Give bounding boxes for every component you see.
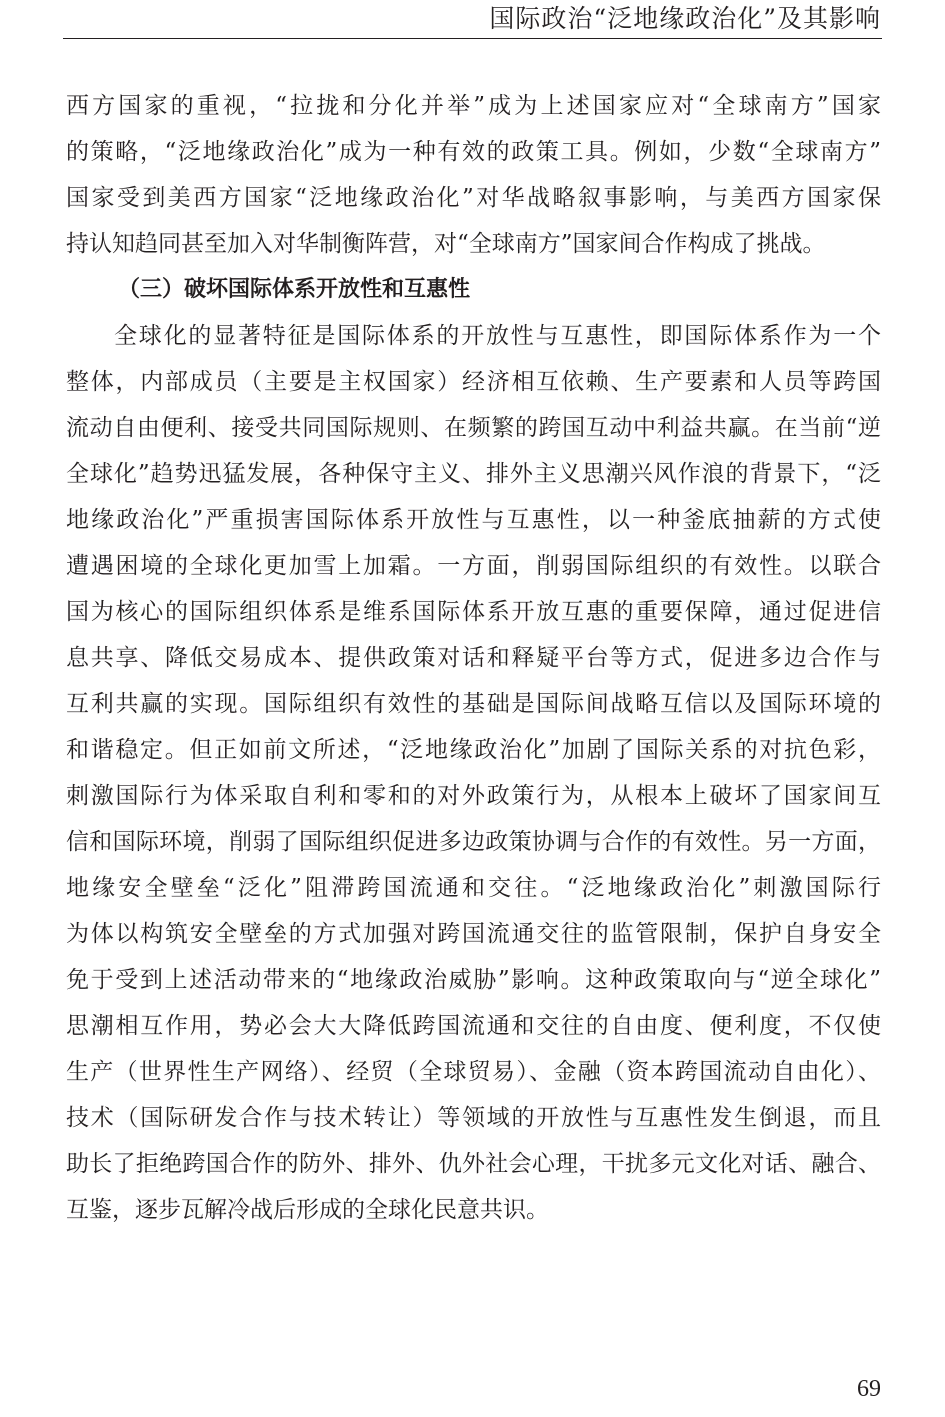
running-header-title: 国际政治“泛地缘政治化”及其影响 <box>489 4 881 33</box>
text-line: 生产（世界性生产网络）、经贸（全球贸易）、金融（资本跨国流动自由化）、 <box>66 1059 881 1085</box>
text-line: 地缘政治化”严重损害国际体系开放性与互惠性，以一种釜底抽薪的方式使 <box>66 507 881 533</box>
page-number: 69 <box>857 1376 881 1402</box>
text-line: 持认知趋同甚至加入对华制衡阵营，对“全球南方”国家间合作构成了挑战。 <box>66 231 826 257</box>
text-line: 信和国际环境，削弱了国际组织促进多边政策协调与合作的有效性。另一方面， <box>66 829 881 855</box>
text-line: 全球化”趋势迅猛发展，各种保守主义、排外主义思潮兴风作浪的背景下，“泛 <box>66 461 881 487</box>
header-rule <box>63 38 882 39</box>
text-line: 全球化的显著特征是国际体系的开放性与互惠性，即国际体系作为一个 <box>114 323 881 349</box>
text-line: 地缘安全壁垒“泛化”阻滞跨国流通和交往。“泛地缘政治化”刺激国际行 <box>66 875 881 901</box>
text-line: 流动自由便利、接受共同国际规则、在频繁的跨国互动中利益共赢。在当前“逆 <box>66 415 881 441</box>
text-line: 刺激国际行为体采取自利和零和的对外政策行为，从根本上破坏了国家间互 <box>66 783 881 809</box>
text-line: 国家受到美西方国家“泛地缘政治化”对华战略叙事影响，与美西方国家保 <box>66 185 881 211</box>
text-line: 免于受到上述活动带来的“地缘政治威胁”影响。这种政策取向与“逆全球化” <box>66 967 881 993</box>
body-text <box>66 86 881 1236</box>
text-line: 助长了拒绝跨国合作的防外、排外、仇外社会心理，干扰多元文化对话、融合、 <box>66 1151 881 1177</box>
text-line: 互鉴，逐步瓦解冷战后形成的全球化民意共识。 <box>66 1197 549 1223</box>
text-line: 国为核心的国际组织体系是维系国际体系开放互惠的重要保障，通过促进信 <box>66 599 881 625</box>
section-subheading: （三）破坏国际体系开放性和互惠性 <box>118 277 471 302</box>
text-line: 技术（国际研发合作与技术转让）等领域的开放性与互惠性发生倒退，而且 <box>66 1105 881 1131</box>
text-line: 息共享、降低交易成本、提供政策对话和释疑平台等方式，促进多边合作与 <box>66 645 881 671</box>
text-line: 思潮相互作用，势必会大大降低跨国流通和交往的自由度、便利度，不仅使 <box>66 1013 881 1039</box>
text-line: 互利共赢的实现。国际组织有效性的基础是国际间战略互信以及国际环境的 <box>66 691 881 717</box>
text-line: 遭遇困境的全球化更加雪上加霜。一方面，削弱国际组织的有效性。以联合 <box>66 553 881 579</box>
text-line: 整体，内部成员（主要是主权国家）经济相互依赖、生产要素和人员等跨国 <box>66 369 881 395</box>
text-line: 的策略，“泛地缘政治化”成为一种有效的政策工具。例如，少数“全球南方” <box>66 139 881 165</box>
text-line: 和谐稳定。但正如前文所述，“泛地缘政治化”加剧了国际关系的对抗色彩， <box>66 737 881 763</box>
text-line: 西方国家的重视，“拉拢和分化并举”成为上述国家应对“全球南方”国家 <box>66 93 881 119</box>
text-line: 为体以构筑安全壁垒的方式加强对跨国流通交往的监管限制，保护自身安全 <box>66 921 881 947</box>
